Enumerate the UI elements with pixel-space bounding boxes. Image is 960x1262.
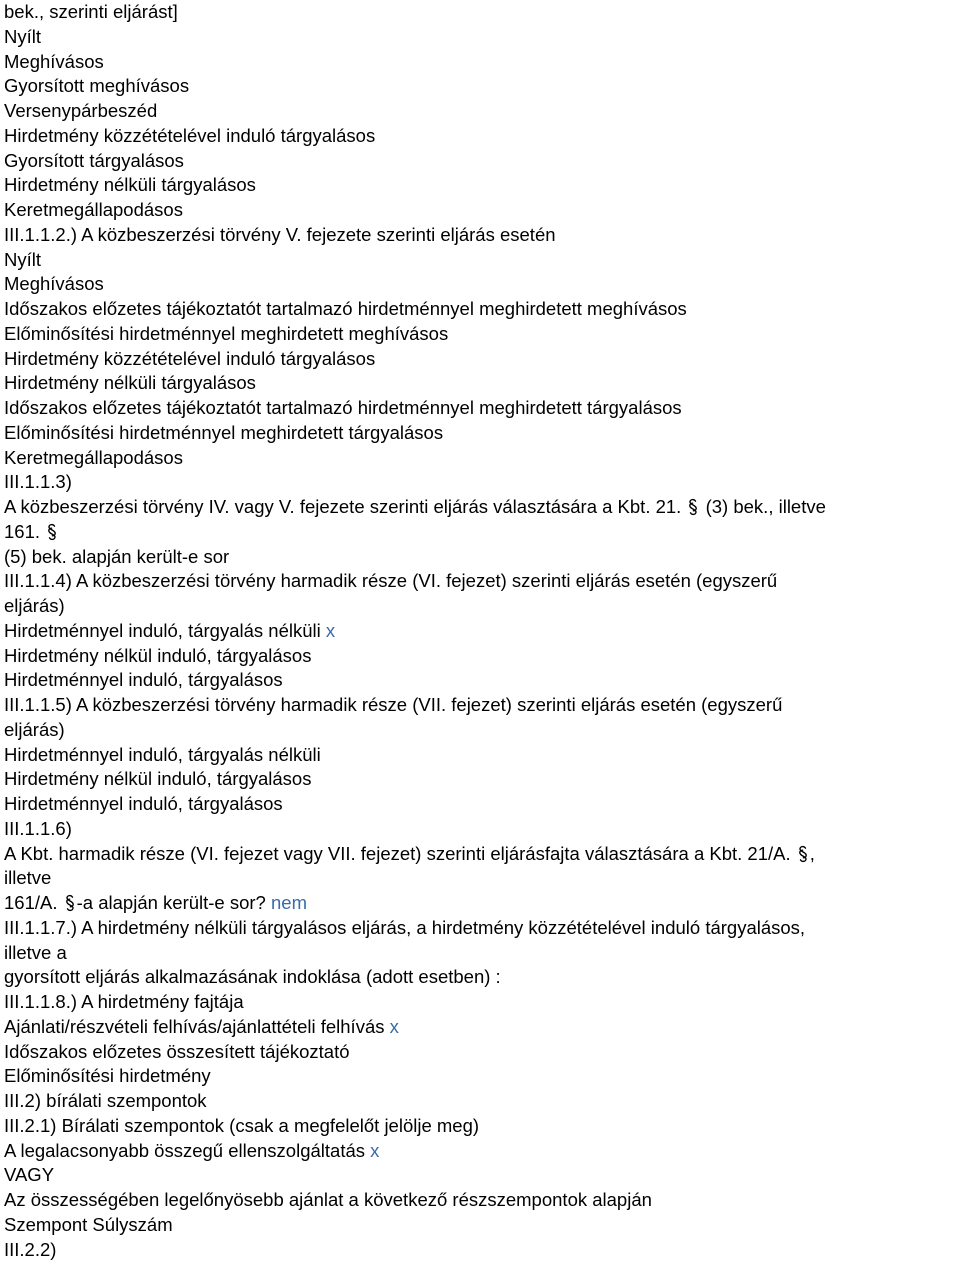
selected-value-mark: x <box>370 1140 379 1161</box>
line-text: III.1.1.8.) A hirdetmény fajtája <box>4 991 244 1012</box>
line-text: Időszakos előzetes tájékoztatót tartalmazó hirdetménnyel meghirdetett meghívásos <box>4 298 687 319</box>
text-line <box>4 520 956 545</box>
line-text: gyorsított eljárás alkalmazásának indoklása (adott esetben) : <box>4 966 501 987</box>
line-text: III.2.1) Bírálati szempontok (csak a megfelelőt jelölje meg) <box>4 1115 479 1136</box>
line-text: Szempont Súlyszám <box>4 1214 173 1235</box>
line-text: III.1.1.4) A közbeszerzési törvény harmadik része (VI. fejezet) szerinti eljárás esetén (egyszerű <box>4 570 777 591</box>
section-sign-icon <box>63 894 77 912</box>
line-text: Meghívásos <box>4 273 104 294</box>
line-text: Hirdetmény nélküli tárgyalásos <box>4 174 256 195</box>
text-line <box>4 743 956 768</box>
text-line <box>4 693 956 718</box>
line-text: Nyílt <box>4 26 41 47</box>
text-line <box>4 1040 956 1065</box>
text-line <box>4 272 956 297</box>
text-line <box>4 495 956 520</box>
line-text: Ajánlati/részvételi felhívás/ajánlattételi felhívás <box>4 1016 384 1037</box>
text-line <box>4 198 956 223</box>
line-text: III.1.1.3) <box>4 471 72 492</box>
text-line <box>4 545 956 570</box>
text-line <box>4 1213 956 1238</box>
text-line <box>4 74 956 99</box>
line-text: Gyorsított meghívásos <box>4 75 189 96</box>
line-text: Hirdetmény közzétételével induló tárgyalásos <box>4 125 375 146</box>
line-text: illetve <box>4 867 51 888</box>
text-line <box>4 1114 956 1139</box>
line-text: Hirdetménnyel induló, tárgyalásos <box>4 669 283 690</box>
line-tail-text: -a alapján került-e sor? <box>77 892 266 913</box>
line-text: Időszakos előzetes összesített tájékoztató <box>4 1041 350 1062</box>
text-line <box>4 0 956 25</box>
line-tail-text: (3) bek., illetve <box>700 496 825 517</box>
line-text: Meghívásos <box>4 51 104 72</box>
line-text: III.1.1.5) A közbeszerzési törvény harmadik része (VII. fejezet) szerinti eljárás esetén (egyszerű <box>4 694 782 715</box>
line-text: Hirdetménnyel induló, tárgyalásos <box>4 793 283 814</box>
text-line <box>4 619 956 644</box>
text-line <box>4 891 956 916</box>
line-text: Időszakos előzetes tájékoztatót tartalmazó hirdetménnyel meghirdetett tárgyalásos <box>4 397 682 418</box>
text-line <box>4 99 956 124</box>
text-line <box>4 149 956 174</box>
line-text: Előminősítési hirdetmény <box>4 1065 211 1086</box>
text-line <box>4 842 956 867</box>
text-line <box>4 124 956 149</box>
line-text: eljárás) <box>4 719 65 740</box>
text-line <box>4 990 956 1015</box>
line-text: A közbeszerzési törvény IV. vagy V. fejezete szerinti eljárás választására a Kbt. 21. <box>4 496 681 517</box>
text-line <box>4 817 956 842</box>
line-text: Hirdetmény nélküli tárgyalásos <box>4 372 256 393</box>
text-line <box>4 371 956 396</box>
line-text: Hirdetmény nélkül induló, tárgyalásos <box>4 768 311 789</box>
text-line <box>4 1139 956 1164</box>
text-line <box>4 1015 956 1040</box>
selected-value-mark: x <box>390 1016 399 1037</box>
line-text: (5) bek. alapján került-e sor <box>4 546 229 567</box>
line-text: illetve a <box>4 942 67 963</box>
line-text: III.1.1.2.) A közbeszerzési törvény V. fejezete szerinti eljárás esetén <box>4 224 556 245</box>
line-text: Keretmegállapodásos <box>4 447 183 468</box>
line-tail-text: , <box>810 843 815 864</box>
document-page <box>4 0 956 1262</box>
line-text: VAGY <box>4 1164 54 1185</box>
section-sign-icon <box>686 498 700 516</box>
line-text: Előminősítési hirdetménnyel meghirdetett tárgyalásos <box>4 422 443 443</box>
line-text: Hirdetmény nélkül induló, tárgyalásos <box>4 645 311 666</box>
line-text: Hirdetmény közzétételével induló tárgyalásos <box>4 348 375 369</box>
text-line <box>4 25 956 50</box>
text-line <box>4 866 956 891</box>
line-text: Versenypárbeszéd <box>4 100 157 121</box>
line-text: III.2) bírálati szempontok <box>4 1090 207 1111</box>
section-sign-icon <box>45 523 59 541</box>
text-line <box>4 718 956 743</box>
line-text: eljárás) <box>4 595 65 616</box>
text-line <box>4 297 956 322</box>
text-line <box>4 594 956 619</box>
text-line <box>4 965 956 990</box>
line-text: A legalacsonyabb összegű ellenszolgáltatás <box>4 1140 365 1161</box>
text-line <box>4 644 956 669</box>
line-text: Az összességében legelőnyösebb ajánlat a következő részszempontok alapján <box>4 1189 652 1210</box>
line-text: 161. <box>4 521 40 542</box>
text-line <box>4 1238 956 1262</box>
text-line <box>4 767 956 792</box>
text-line <box>4 569 956 594</box>
text-line <box>4 173 956 198</box>
line-text: Nyílt <box>4 249 41 270</box>
text-line <box>4 396 956 421</box>
text-line <box>4 446 956 471</box>
text-line <box>4 347 956 372</box>
text-line <box>4 941 956 966</box>
line-text: 161/A. <box>4 892 58 913</box>
text-line <box>4 792 956 817</box>
text-line <box>4 322 956 347</box>
text-line <box>4 248 956 273</box>
line-text: A Kbt. harmadik része (VI. fejezet vagy VII. fejezet) szerinti eljárásfajta választására a Kbt. 21/A. <box>4 843 791 864</box>
text-line <box>4 1089 956 1114</box>
text-line <box>4 1163 956 1188</box>
line-text: Gyorsított tárgyalásos <box>4 150 184 171</box>
line-text: Hirdetménnyel induló, tárgyalás nélküli <box>4 744 321 765</box>
line-text: Keretmegállapodásos <box>4 199 183 220</box>
text-line <box>4 421 956 446</box>
text-line <box>4 916 956 941</box>
text-line <box>4 1064 956 1089</box>
text-line <box>4 1188 956 1213</box>
line-text: III.2.2) <box>4 1239 56 1260</box>
selected-value-mark: nem <box>271 892 307 913</box>
line-text: bek., szerinti eljárást] <box>4 1 178 22</box>
section-sign-icon <box>796 845 810 863</box>
line-text: Előminősítési hirdetménnyel meghirdetett meghívásos <box>4 323 448 344</box>
line-text: III.1.1.7.) A hirdetmény nélküli tárgyalásos eljárás, a hirdetmény közzétételével induló tárgyalásos, <box>4 917 805 938</box>
selected-value-mark: x <box>326 620 335 641</box>
text-line <box>4 470 956 495</box>
text-line <box>4 668 956 693</box>
text-line <box>4 223 956 248</box>
line-text: Hirdetménnyel induló, tárgyalás nélküli <box>4 620 321 641</box>
line-text: III.1.1.6) <box>4 818 72 839</box>
text-line <box>4 50 956 75</box>
